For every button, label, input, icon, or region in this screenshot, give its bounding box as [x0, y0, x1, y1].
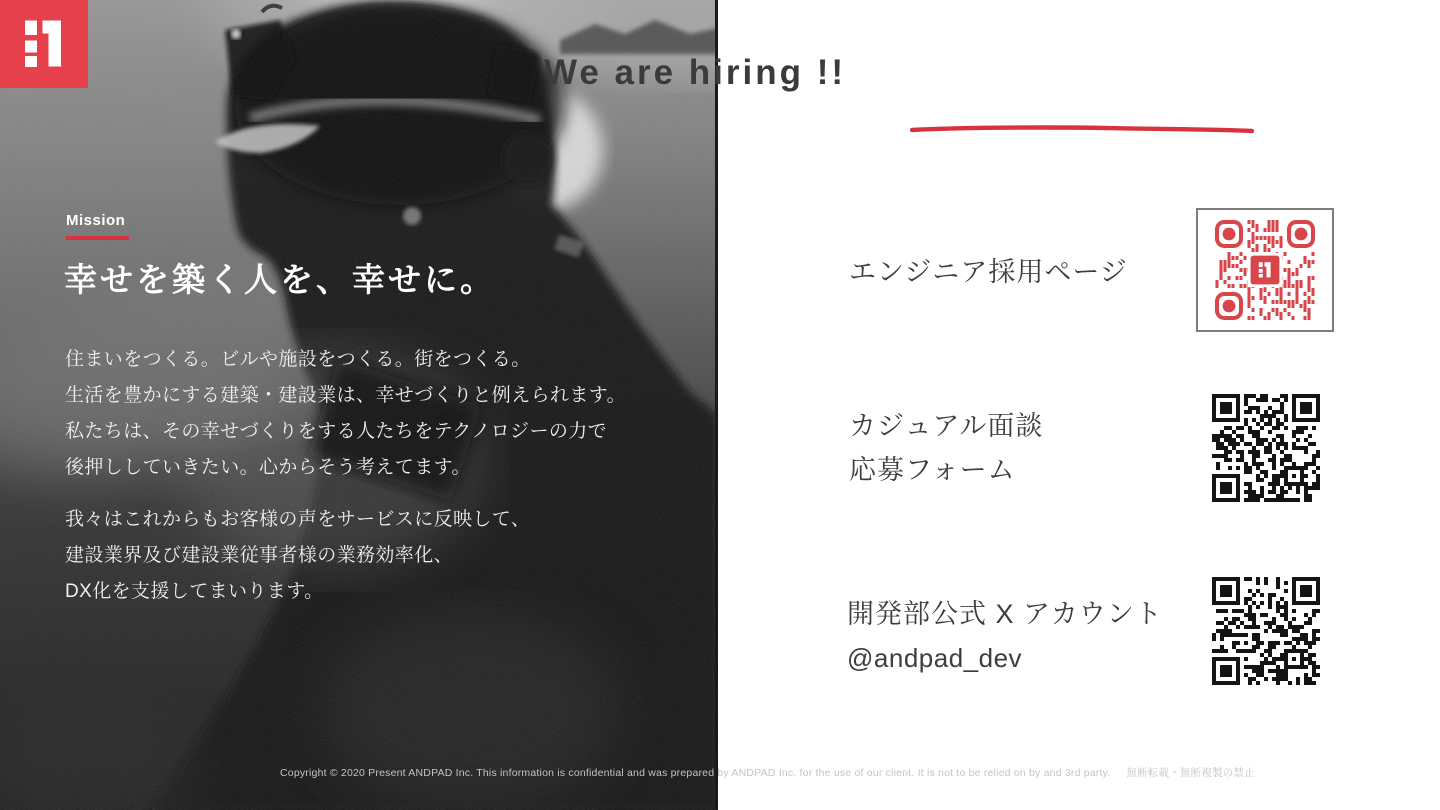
page-title: We are hiring !!	[543, 53, 847, 93]
body-line: 生活を豊かにする建築・建設業は、幸せづくりと例えられます。	[65, 385, 627, 406]
body-line: 建設業界及び建設業従事者様の業務効率化、	[65, 545, 454, 566]
andpad-logo-mark-icon	[0, 0, 88, 88]
mission-body-1	[65, 342, 626, 486]
link-label-line: 応募フォーム	[849, 455, 1016, 485]
photo-panel	[0, 0, 718, 810]
body-line: 私たちは、その幸せづくりをする人たちをテクノロジーの力で	[65, 421, 608, 442]
link-label-line: @andpad_dev	[847, 643, 1023, 673]
mission-underline	[66, 236, 129, 240]
footer-copyright	[280, 765, 1255, 780]
links-panel	[718, 0, 1440, 810]
link-label-casual-interview	[849, 404, 1043, 492]
link-label-line: エンジニア採用ページ	[849, 257, 1128, 287]
title-underline-marker	[910, 124, 1254, 136]
link-label-dev-x-account	[847, 592, 1163, 680]
body-line: 後押ししていきたい。心からそう考えてます。	[65, 457, 471, 478]
mission-heading: 幸せを築く人を、幸せに。	[64, 261, 496, 298]
copyright-note-jp: 無断転載・無断複製の禁止	[1126, 767, 1255, 779]
link-label-line: カジュアル面談	[849, 411, 1044, 441]
andpad-logo	[0, 0, 88, 88]
copyright-text: Copyright © 2020 Present ANDPAD Inc. This information is confidential and was prepared by ANDPAD Inc. for the use of our client. It is not to be relied on by and 3rd party.	[280, 767, 1111, 779]
mission-label: Mission	[66, 212, 126, 229]
body-line: DX化を支援してまいります。	[65, 581, 324, 602]
mission-body-2	[65, 502, 530, 610]
body-line: 住まいをつくる。ビルや施設をつくる。街をつくる。	[65, 349, 531, 370]
qr-code-casual-interview	[1212, 394, 1320, 502]
qr-frame-recruit	[1196, 208, 1334, 332]
qr-code-dev-x-account	[1212, 577, 1320, 685]
link-label-recruit	[849, 250, 1128, 294]
link-label-line: 開発部公式 X アカウント	[847, 599, 1163, 629]
qr-code-recruit	[1215, 220, 1315, 320]
body-line: 我々はこれからもお客様の声をサービスに反映して、	[65, 509, 531, 530]
